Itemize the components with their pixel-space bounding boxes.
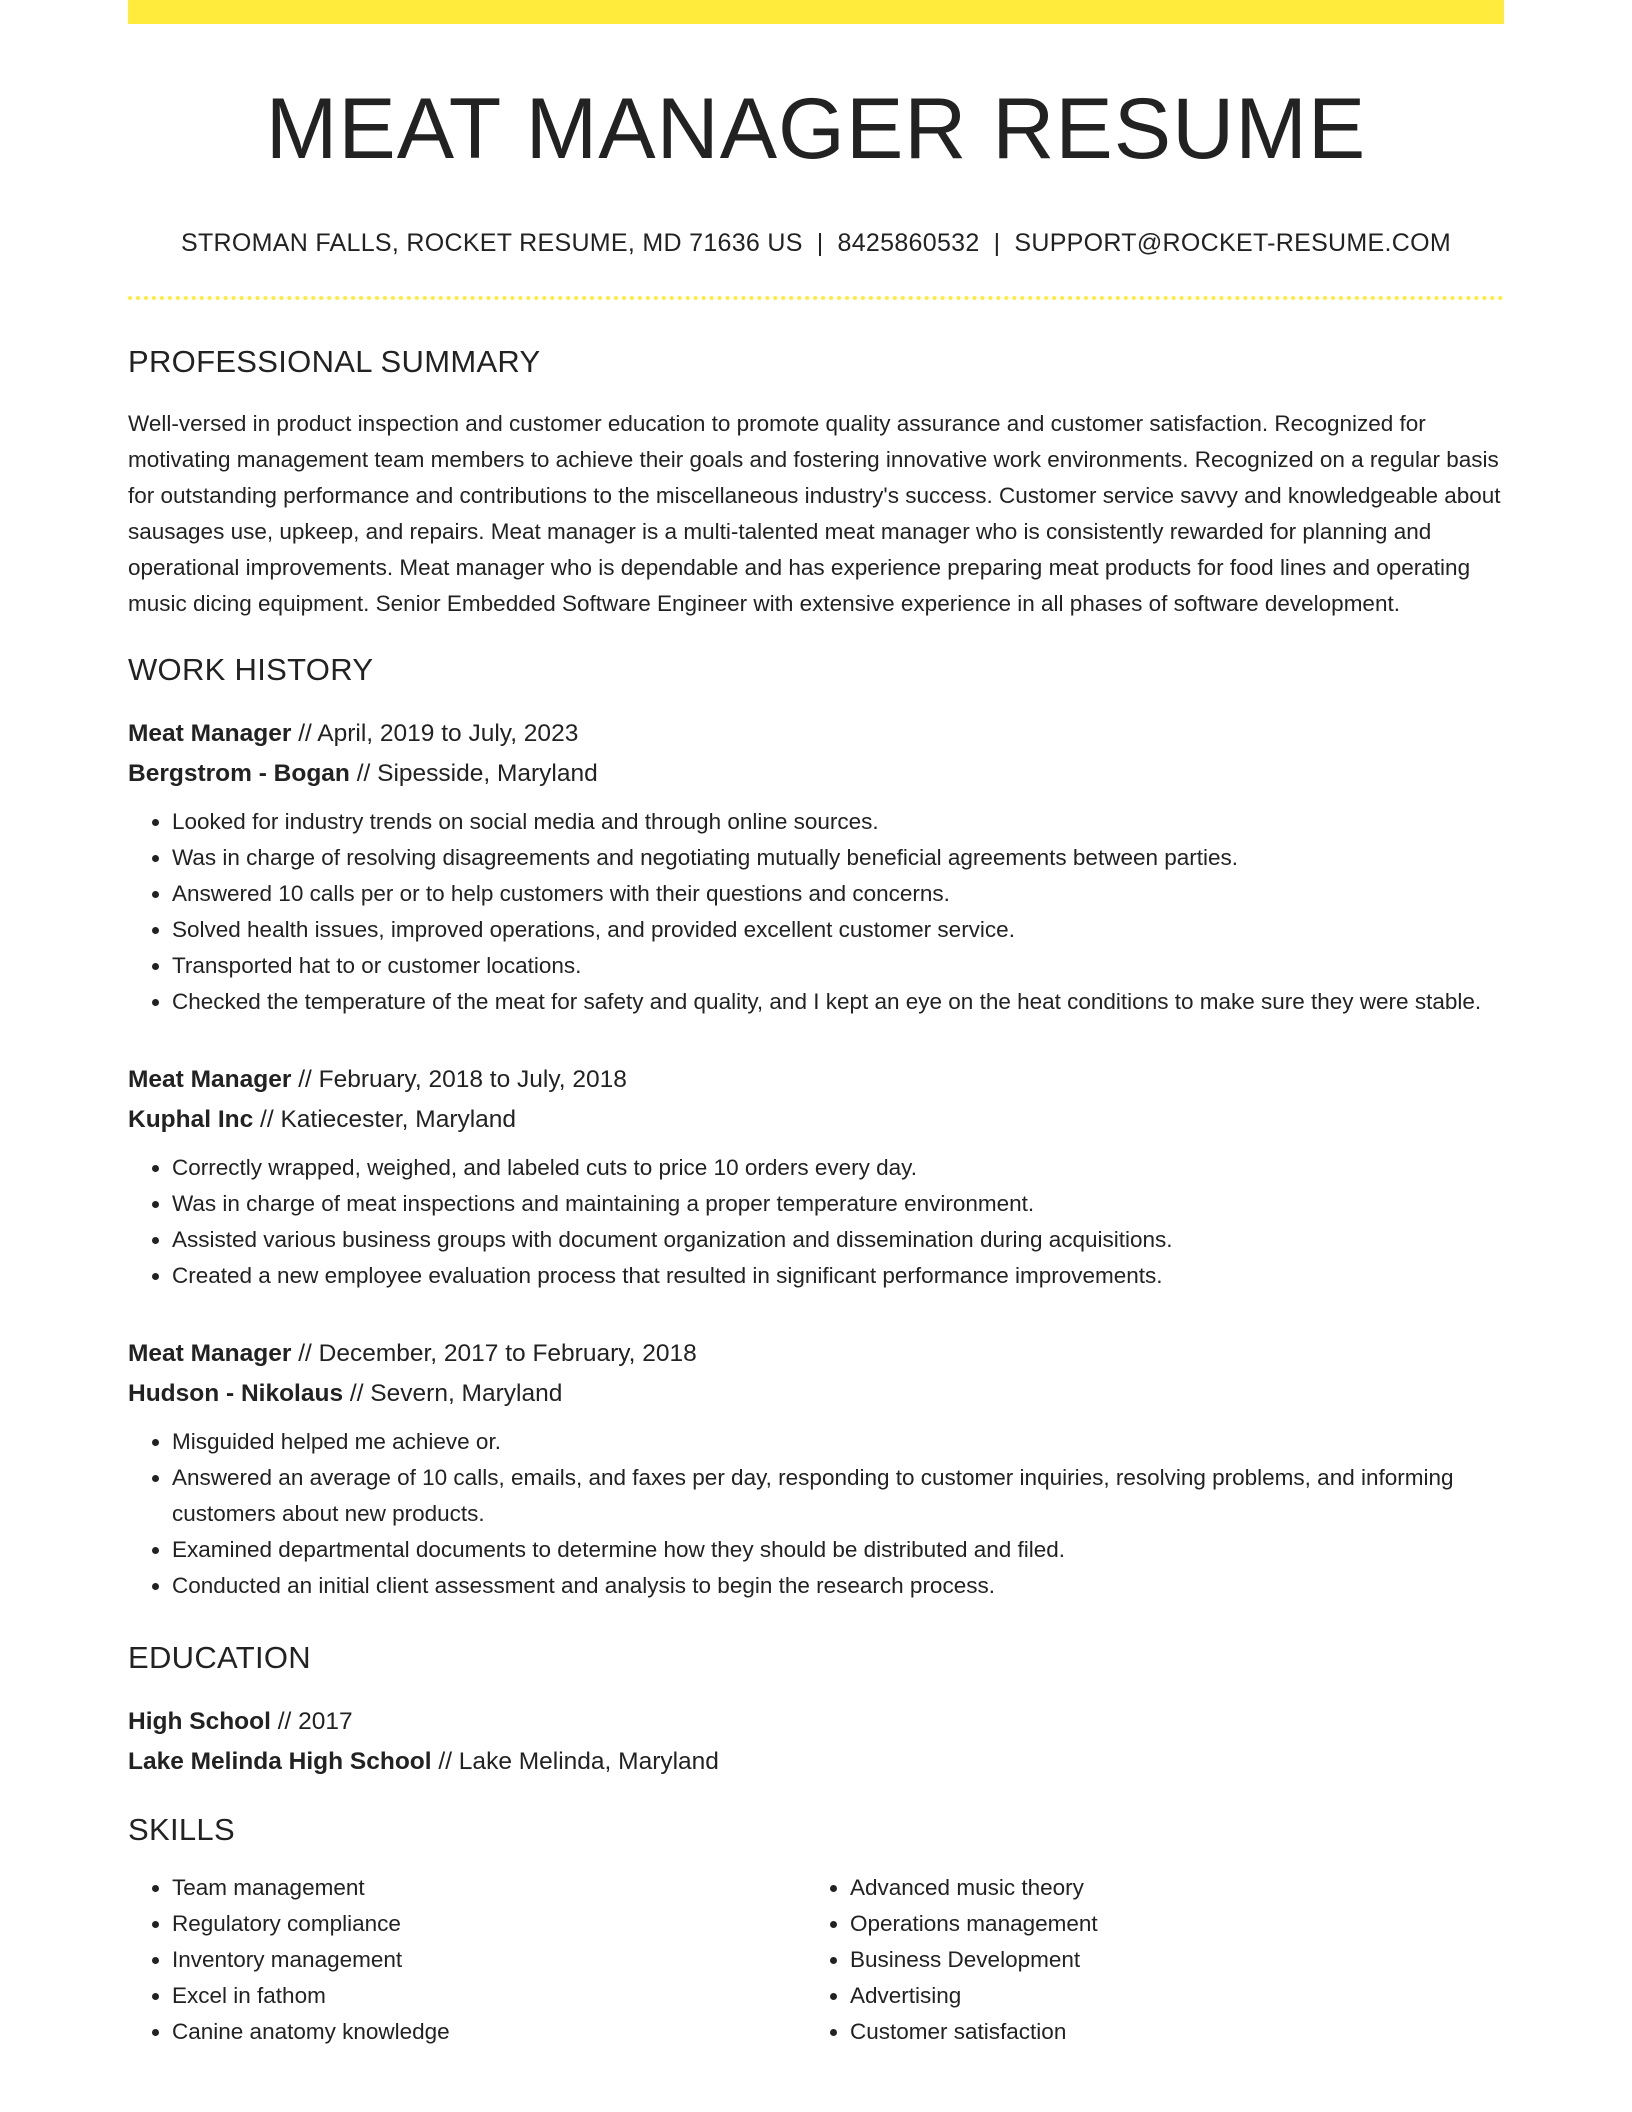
job-bullet: • Checked the temperature of the meat for safety and quality, and I kept an eye on the heat conditions to make sure they were stable. <box>172 984 1504 1020</box>
education-year: // 2017 <box>277 1707 353 1735</box>
job-location: // Severn, Maryland <box>349 1379 563 1407</box>
summary-text: Well-versed in product inspection and customer education to promote quality assurance and customer satisfaction. Recognized for motivating management team members to achieve their goals and fostering innovative work environments. Recognized on a regular basis for outstanding performance and contributions to the miscellaneous industry's success. Customer service savvy and knowledgeable about sausages use, upkeep, and repairs. Meat manager is a multi-talented meat manager who is consistently rewarded for planning and operational improvements. Meat manager who is dependable and has experience preparing meat products for food lines and operating music dicing equipment. Senior Embedded Software Engineer with extensive experience in all phases of software development. <box>128 410 1501 616</box>
job-bullet: • Assisted various business groups with document organization and dissemination during acquisitions. <box>172 1222 1504 1258</box>
job-bullet: • Created a new employee evaluation process that resulted in significant performance improvements. <box>172 1258 1504 1294</box>
job-bullet: • Answered 10 calls per or to help customers with their questions and concerns. <box>172 876 1504 912</box>
contact-email: SUPPORT@ROCKET-RESUME.COM <box>1014 228 1451 257</box>
job-location: // Katiecester, Maryland <box>260 1105 517 1133</box>
education-school: Lake Melinda High School <box>128 1747 432 1775</box>
resume-page <box>128 0 1504 2050</box>
skill-item: • Advertising <box>850 1978 1484 2014</box>
contact-phone: 8425860532 <box>837 228 980 257</box>
job-bullet: • Transported hat to or customer locations. <box>172 948 1504 984</box>
job-bullet: • Looked for industry trends on social media and through online sources. <box>172 804 1504 840</box>
job-company: Hudson - Nikolaus <box>128 1379 344 1407</box>
skills-right-list <box>806 1870 1484 2050</box>
job-bullets <box>128 1150 1504 1294</box>
job-title-line <box>128 1334 1504 1374</box>
skill-item: • Business Development <box>850 1942 1484 1978</box>
job-bullet: • Solved health issues, improved operations, and provided excellent customer service. <box>172 912 1504 948</box>
job-company: Bergstrom - Bogan <box>128 759 350 787</box>
job-bullet: • Was in charge of meat inspections and maintaining a proper temperature environment. <box>172 1186 1504 1222</box>
job-bullet: • Conducted an initial client assessment and analysis to begin the research process. <box>172 1568 1504 1604</box>
contact-separator: | <box>993 228 1001 257</box>
job-company-line <box>128 1374 1504 1414</box>
job-bullet: • Examined departmental documents to determine how they should be distributed and filed. <box>172 1532 1504 1568</box>
skill-item: • Operations management <box>850 1906 1484 1942</box>
resume-title: MEAT MANAGER RESUME <box>265 81 1367 177</box>
skill-item: • Team management <box>172 1870 806 1906</box>
skill-item: • Advanced music theory <box>850 1870 1484 1906</box>
top-accent-bar <box>128 0 1504 24</box>
skill-item: • Customer satisfaction <box>850 2014 1484 2050</box>
contact-address: STROMAN FALLS, ROCKET RESUME, MD 71636 US <box>180 228 803 257</box>
skills-columns <box>128 1870 1504 2050</box>
education-degree: High School <box>128 1707 271 1735</box>
skills-heading: SKILLS <box>128 1811 235 1847</box>
education-degree-line <box>128 1702 1504 1742</box>
job-entry <box>128 1334 1504 1604</box>
job-dates: // February, 2018 to July, 2018 <box>298 1065 627 1093</box>
contact-separator: | <box>816 228 824 257</box>
job-bullet: • Misguided helped me achieve or. <box>172 1424 1504 1460</box>
work-history-heading: WORK HISTORY <box>128 651 374 687</box>
education-school-line <box>128 1742 1504 1782</box>
job-title: Meat Manager <box>128 719 292 747</box>
skill-item: • Excel in fathom <box>172 1978 806 2014</box>
education-entry <box>128 1702 1504 1782</box>
job-bullet: • Correctly wrapped, weighed, and labeled cuts to price 10 orders every day. <box>172 1150 1504 1186</box>
job-title: Meat Manager <box>128 1065 292 1093</box>
job-title-line <box>128 714 1504 754</box>
job-bullet: • Was in charge of resolving disagreements and negotiating mutually beneficial agreements between parties. <box>172 840 1504 876</box>
skills-left-list <box>128 1870 806 2050</box>
job-entry <box>128 1060 1504 1294</box>
job-title-line <box>128 1060 1504 1100</box>
skill-item: • Canine anatomy knowledge <box>172 2014 806 2050</box>
job-dates: // April, 2019 to July, 2023 <box>298 719 579 747</box>
job-bullets <box>128 804 1504 1020</box>
job-bullet: • Answered an average of 10 calls, emails, and faxes per day, responding to customer inquiries, resolving problems, and informing customers about new products. <box>172 1460 1504 1532</box>
job-company-line <box>128 1100 1504 1140</box>
job-company: Kuphal Inc <box>128 1105 254 1133</box>
summary-heading: PROFESSIONAL SUMMARY <box>128 343 541 379</box>
dotted-divider <box>128 296 1504 300</box>
education-heading: EDUCATION <box>128 1639 311 1675</box>
contact-line <box>128 229 1504 258</box>
job-company-line <box>128 754 1504 794</box>
skill-item: • Inventory management <box>172 1942 806 1978</box>
job-title: Meat Manager <box>128 1339 292 1367</box>
education-location: // Lake Melinda, Maryland <box>438 1747 719 1775</box>
job-location: // Sipesside, Maryland <box>356 759 598 787</box>
skill-item: • Regulatory compliance <box>172 1906 806 1942</box>
job-dates: // December, 2017 to February, 2018 <box>298 1339 697 1367</box>
job-bullets <box>128 1424 1504 1604</box>
job-entry <box>128 714 1504 1020</box>
